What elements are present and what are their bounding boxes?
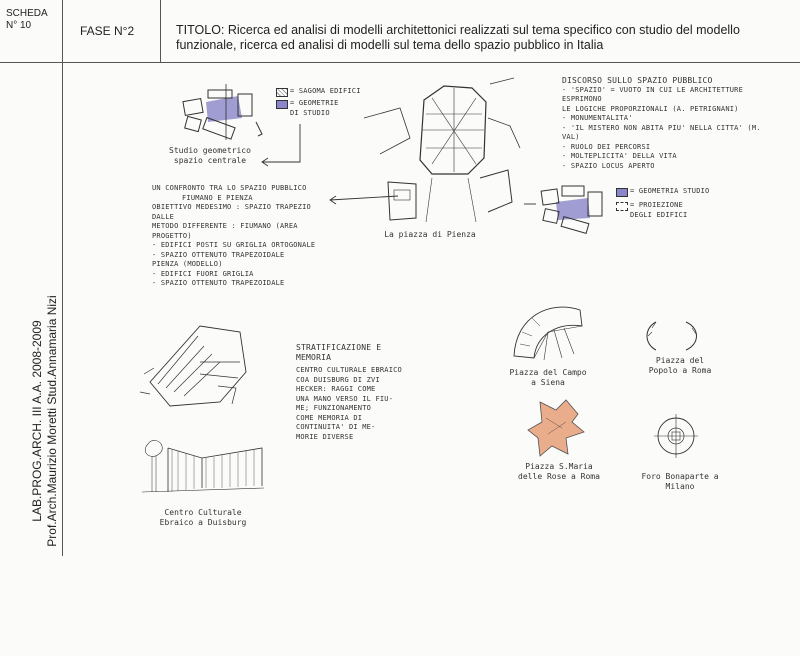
legend-proiezione-text: = PROIEZIONE DEGLI EDIFICI <box>630 201 688 219</box>
piazza-popolo-sketch <box>642 318 702 354</box>
sidebar-course: LAB.PROG.ARCH. III A.A. 2008-2009 <box>30 320 44 522</box>
legend-geom-studio-swatch <box>616 188 628 197</box>
popolo-caption: Piazza del Popolo a Roma <box>648 356 712 375</box>
piazza-smaria-sketch <box>526 398 588 458</box>
titolo-label: TITOLO: Ricerca ed analisi di modelli architettonici realizzati sul tema specifico con studio del modello funzionale, ricerca ed analisi di modelli sul tema dello spazio pubblico in Italia <box>176 23 740 52</box>
discorso-notes: DISCORSO SULLO SPAZIO PUBBLICO - 'SPAZIO' = VUOTO IN CUI LE ARCHITETTURE ESPRIMONO LE LOGICHE PROPORZIONALI (A. PETRIGNANI) - MONUMENTALITA' - 'IL MISTERO NON ABITA PIU' NELLA CITTA' (M. VAL) - RUOLO DEI PERCORSI - MOLTEPLICITA' DELLA VITA - SPAZIO LOCUS APERTO <box>562 76 761 170</box>
fase-label: FASE N°2 <box>80 24 135 38</box>
sforo-caption: Piazza S.Maria delle Rose a Roma <box>518 462 600 481</box>
stratificazione-title: STRATIFICAZIONE E MEMORIA <box>296 343 382 362</box>
sidebar-authors: Prof.Arch.Maurizio Moretti Stud.Annamaria Nizi <box>45 295 59 547</box>
fan-plan-sketch <box>140 322 260 408</box>
confronto-notes: UN CONFRONTO TRA LO SPAZIO PUBBLICO FIUMANO E PIENZA OBIETTIVO MEDESIMO : SPAZIO TRAPEZIO DALLE METODO DIFFERENTE : FIUMANO (AREA PROGETTO) - EDIFICI POSTI SU GRIGLIA ORTOGONALE - SPAZIO OTTENUTO TRAPEZOIDALE PIENZA (MODELLO) - EDIFICI FUORI GRIGLIA - SPAZIO OTTENUTO TRAPEZOIDALE <box>152 184 316 287</box>
pienza-caption: La piazza di Pienza <box>384 230 476 239</box>
scheda-text: SCHEDA <box>6 8 48 19</box>
piazza-campo-sketch <box>510 296 586 366</box>
centro-perspective-sketch <box>142 438 264 502</box>
legend-geometrie-text: = GEOMETRIE DI STUDIO <box>290 99 339 117</box>
foro-caption: Foro Bonaparte a Milano <box>641 472 719 491</box>
legend-proiezione-swatch <box>616 202 628 211</box>
geometria-studio-sketch <box>538 184 610 234</box>
legend-geom-studio-text: = GEOMETRIA STUDIO <box>630 187 710 195</box>
studio-caption: Studio geometrico spazio centrale <box>169 146 251 165</box>
stratificazione-notes: CENTRO CULTURALE EBRAICO COA DUISBURG DI ZVI HECKER: RAGGI COME UNA MANO VERSO IL FIU- ME; FUNZIONAMENTO COME MEMORIA DI CONTINUITA' DI ME- MORIE DIVERSE <box>296 366 402 441</box>
legend-sagoma-text: = SAGOMA EDIFICI <box>290 87 361 95</box>
foro-bonaparte-sketch <box>654 414 698 458</box>
scheda-number: N° 10 <box>6 20 32 31</box>
campo-caption: Piazza del Campo a Siena <box>509 368 587 387</box>
centro-caption: Centro Culturale Ebraico a Duisburg <box>159 508 247 527</box>
